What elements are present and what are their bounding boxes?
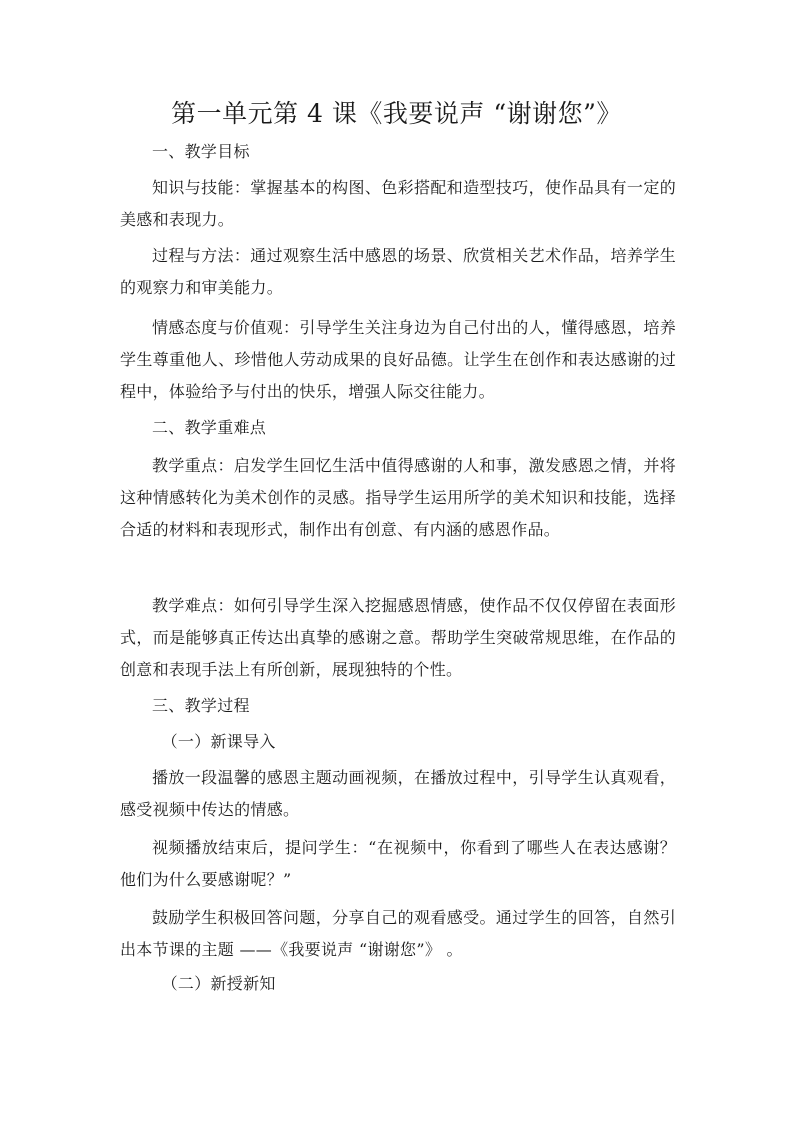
paragraph-intro-video: 播放一段温馨的感恩主题动画视频，在播放过程中，引导学生认真观看，感受视频中传达的情感。 [120,768,676,819]
section-heading-process: 三、教学过程 [152,696,250,715]
subsection-heading-intro: （一）新课导入 [161,732,276,751]
section-heading-objectives: 一、教学目标 [152,142,250,161]
document-title: 第一单元第 4 课《我要说声 “谢谢您”》 [171,99,622,128]
paragraph-emotion-values: 情感态度与价值观：引导学生关注身边为自己付出的人，懂得感恩，培养学生尊重他人、珍惜他人劳动成果的良好品德。让学生在创作和表达感谢的过程中，体验给予与付出的快乐，增强人际交往能力。 [120,318,676,401]
subsection-heading-new-knowledge: （二）新授新知 [161,974,276,993]
paragraph-intro-answer: 鼓励学生积极回答问题，分享自己的观看感受。通过学生的回答，自然引出本节课的主题 ——《我要说声 “谢谢您”》 。 [120,908,676,959]
paragraph-process-methods: 过程与方法：通过观察生活中感恩的场景、欣赏相关艺术作品，培养学生的观察力和审美能力。 [120,246,676,297]
paragraph-intro-question: 视频播放结束后，提问学生：“在视频中，你看到了哪些人在表达感谢？他们为什么要感谢呢？” [120,838,676,889]
section-heading-keypoints: 二、教学重难点 [152,418,267,437]
paragraph-knowledge-skills: 知识与技能：掌握基本的构图、色彩搭配和造型技巧，使作品具有一定的美感和表现力。 [120,178,676,229]
paragraph-teaching-difficulty: 教学难点：如何引导学生深入挖掘感恩情感，使作品不仅仅停留在表面形式，而是能够真正传达出真挚的感谢之意。帮助学生突破常规思维，在作品的创意和表现手法上有所创新，展现独特的个性。 [120,596,676,679]
paragraph-teaching-focus: 教学重点：启发学生回忆生活中值得感谢的人和事，激发感恩之情，并将这种情感转化为美术创作的灵感。指导学生运用所学的美术知识和技能，选择合适的材料和表现形式，制作出有创意、有内涵的感恩作品。 [120,456,676,539]
